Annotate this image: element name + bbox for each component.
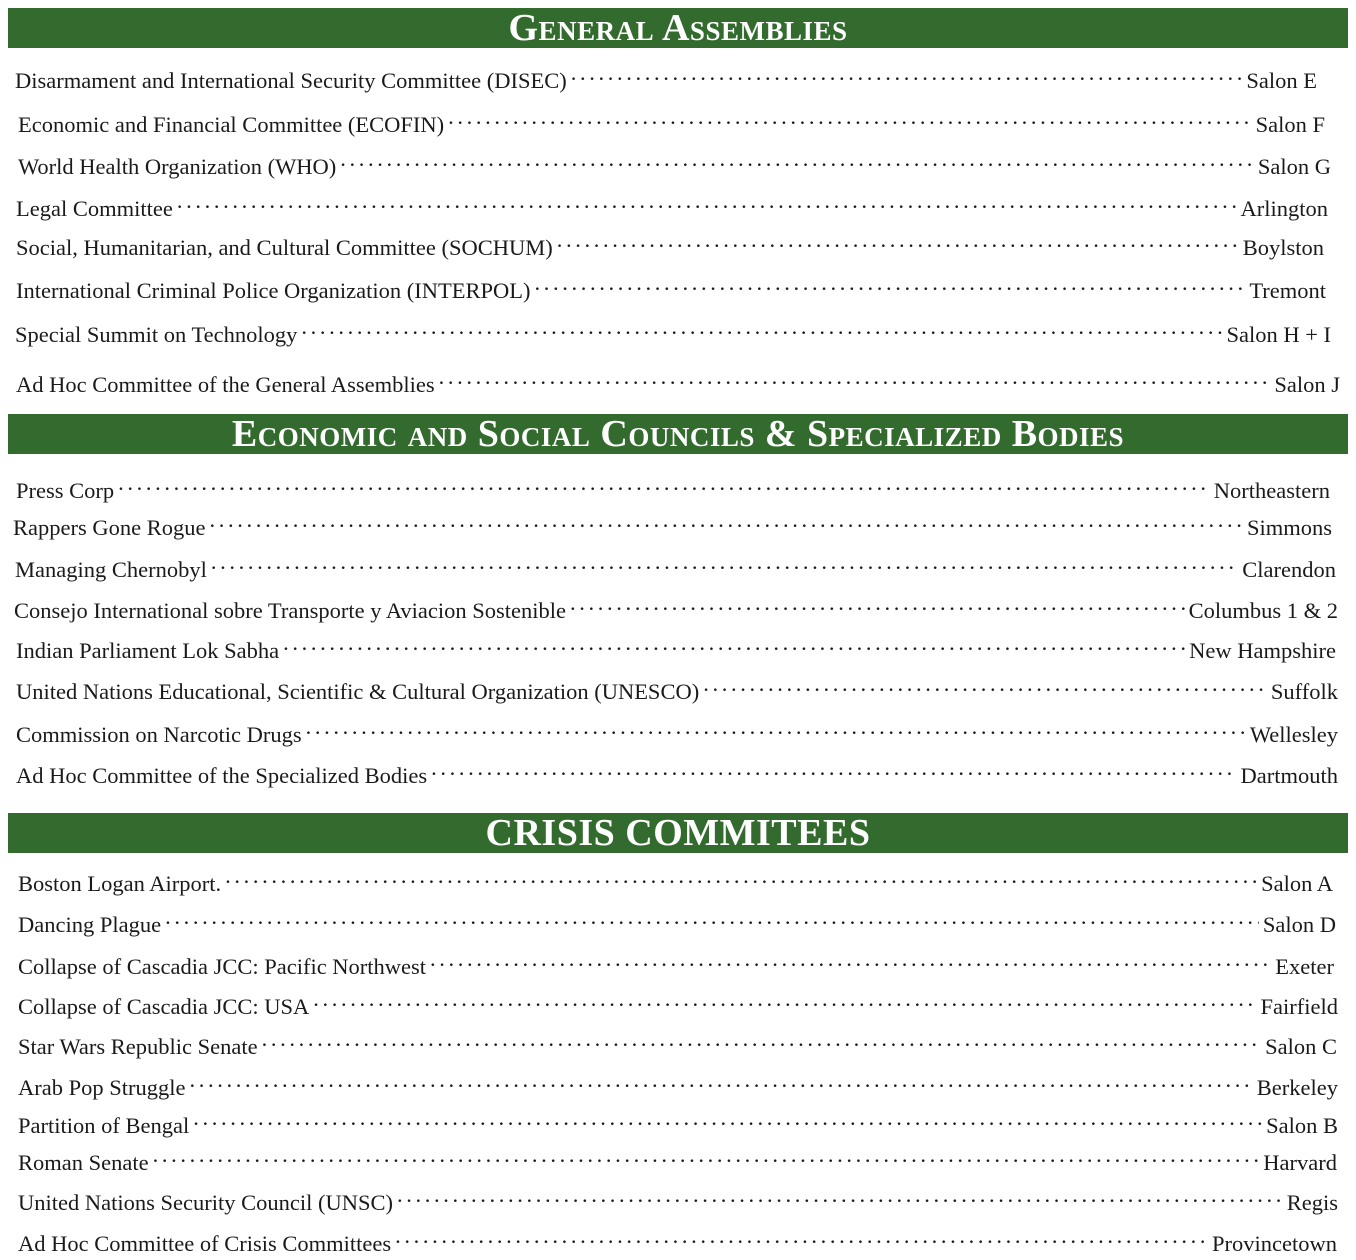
- dot-leader: [306, 712, 1246, 742]
- dot-leader: [153, 1140, 1260, 1170]
- dot-leader: [448, 102, 1251, 132]
- committee-row: [16, 362, 1340, 397]
- dot-leader: [431, 753, 1236, 783]
- committee-name: Economic and Financial Committee (ECOFIN): [18, 112, 445, 137]
- room-name: Salon G: [1257, 154, 1331, 179]
- dot-leader: [397, 1180, 1283, 1210]
- dot-leader: [340, 144, 1254, 174]
- committee-row: [13, 505, 1332, 540]
- committee-name: Disarmament and International Security Committee (DISEC): [15, 68, 567, 93]
- room-name: Simmons: [1246, 515, 1332, 540]
- committee-name: Managing Chernobyl: [15, 557, 207, 582]
- dot-leader: [283, 628, 1185, 658]
- dot-leader: [439, 362, 1271, 392]
- committee-row: [18, 861, 1333, 896]
- committee-row: [15, 312, 1331, 347]
- dot-leader: [211, 547, 1238, 577]
- room-name: Salon C: [1265, 1034, 1337, 1059]
- dot-leader: [313, 984, 1256, 1014]
- committee-name: Ad Hoc Committee of Crisis Committees: [18, 1231, 392, 1256]
- committee-name: United Nations Educational, Scientific & Cultural Organization (UNESCO): [16, 679, 700, 704]
- committee-name: Ad Hoc Committee of the General Assemblies: [16, 372, 435, 397]
- dot-leader: [570, 588, 1185, 618]
- dot-leader: [190, 1065, 1253, 1095]
- room-name: Salon D: [1262, 912, 1336, 937]
- room-name: Fairfield: [1260, 994, 1338, 1019]
- committee-row: [18, 1140, 1337, 1175]
- committee-name: International Criminal Police Organization (INTERPOL): [16, 278, 531, 303]
- committee-row: [18, 902, 1336, 937]
- room-name: Tremont: [1249, 278, 1326, 303]
- committee-name: Collapse of Cascadia JCC: USA: [18, 994, 310, 1019]
- committee-row: [18, 144, 1331, 179]
- dot-leader: [703, 669, 1267, 699]
- room-name: Northeastern: [1213, 478, 1330, 503]
- section-heading-general-assemblies: General Assemblies: [8, 8, 1348, 48]
- committee-name: Rappers Gone Rogue: [13, 515, 206, 540]
- committee-row: [15, 58, 1317, 93]
- room-name: Regis: [1286, 1190, 1338, 1215]
- committee-row: [16, 753, 1338, 788]
- room-name: Harvard: [1263, 1150, 1337, 1175]
- committee-row: [16, 669, 1338, 704]
- room-name: New Hampshire: [1189, 638, 1336, 663]
- dot-leader: [430, 944, 1271, 974]
- section-heading-crisis-committees: CRISIS COMMITEES: [8, 813, 1348, 853]
- committee-name: Arab Pop Struggle: [18, 1075, 186, 1100]
- room-name: Salon J: [1274, 372, 1340, 397]
- dot-leader: [557, 225, 1239, 255]
- room-name: Wellesley: [1249, 722, 1338, 747]
- committee-row: [18, 102, 1325, 137]
- dot-leader: [193, 1103, 1262, 1133]
- dot-leader: [301, 312, 1222, 342]
- committee-name: Star Wars Republic Senate: [18, 1034, 258, 1059]
- room-name: Salon E: [1246, 68, 1317, 93]
- dot-leader: [571, 58, 1243, 88]
- dot-leader: [165, 902, 1259, 932]
- dot-leader: [262, 1024, 1262, 1054]
- committee-row: [16, 628, 1336, 663]
- committee-name: Special Summit on Technology: [15, 322, 298, 347]
- committee-row: [14, 588, 1338, 623]
- room-name: Arlington: [1240, 196, 1328, 221]
- committee-name: Indian Parliament Lok Sabha: [16, 638, 280, 663]
- committee-name: Partition of Bengal: [18, 1113, 190, 1138]
- section-heading-ecosoc-specialized-bodies: Economic and Social Councils & Specialized Bodies: [8, 414, 1348, 454]
- committee-row: [16, 186, 1328, 221]
- committee-row: [16, 712, 1338, 747]
- committee-name: United Nations Security Council (UNSC): [18, 1190, 393, 1215]
- dot-leader: [118, 468, 1210, 498]
- dot-leader: [534, 268, 1245, 298]
- committee-name: Social, Humanitarian, and Cultural Committee (SOCHUM): [16, 235, 553, 260]
- committee-name: Dancing Plague: [18, 912, 162, 937]
- committee-name: Collapse of Cascadia JCC: Pacific Northwest: [18, 954, 427, 979]
- dot-leader: [209, 505, 1243, 535]
- room-name: Exeter: [1275, 954, 1334, 979]
- committee-name: Roman Senate: [18, 1150, 149, 1175]
- committee-name: Consejo International sobre Transporte y Aviacion Sostenible: [14, 598, 567, 623]
- room-name: Salon B: [1266, 1113, 1338, 1138]
- room-name: Salon H + I: [1226, 322, 1331, 347]
- room-name: Suffolk: [1270, 679, 1338, 704]
- room-name: Provincetown: [1212, 1231, 1337, 1256]
- committee-name: Boston Logan Airport.: [18, 871, 222, 896]
- room-name: Dartmouth: [1240, 763, 1338, 788]
- committee-row: [16, 468, 1330, 503]
- committee-row: [18, 1180, 1338, 1215]
- committee-name: Commission on Narcotic Drugs: [16, 722, 302, 747]
- committee-row: [15, 547, 1336, 582]
- room-name: Columbus 1 & 2: [1188, 598, 1338, 623]
- committee-row: [18, 1065, 1338, 1100]
- committee-row: [18, 944, 1334, 979]
- committee-row: [18, 1103, 1338, 1138]
- committee-row: [16, 268, 1326, 303]
- committee-name: Ad Hoc Committee of the Specialized Bodies: [16, 763, 428, 788]
- committee-name: Legal Committee: [16, 196, 173, 221]
- room-name: Salon A: [1261, 871, 1333, 896]
- committee-name: Press Corp: [16, 478, 115, 503]
- room-name: Salon F: [1255, 112, 1325, 137]
- dot-leader: [177, 186, 1237, 216]
- dot-leader: [395, 1221, 1208, 1251]
- committee-row: [18, 1024, 1337, 1059]
- committee-name: World Health Organization (WHO): [18, 154, 337, 179]
- committee-row: [18, 984, 1338, 1019]
- room-name: Clarendon: [1242, 557, 1336, 582]
- committee-row: [18, 1221, 1337, 1256]
- room-name: Berkeley: [1256, 1075, 1338, 1100]
- committee-row: [16, 225, 1324, 260]
- dot-leader: [225, 861, 1257, 891]
- room-name: Boylston: [1242, 235, 1324, 260]
